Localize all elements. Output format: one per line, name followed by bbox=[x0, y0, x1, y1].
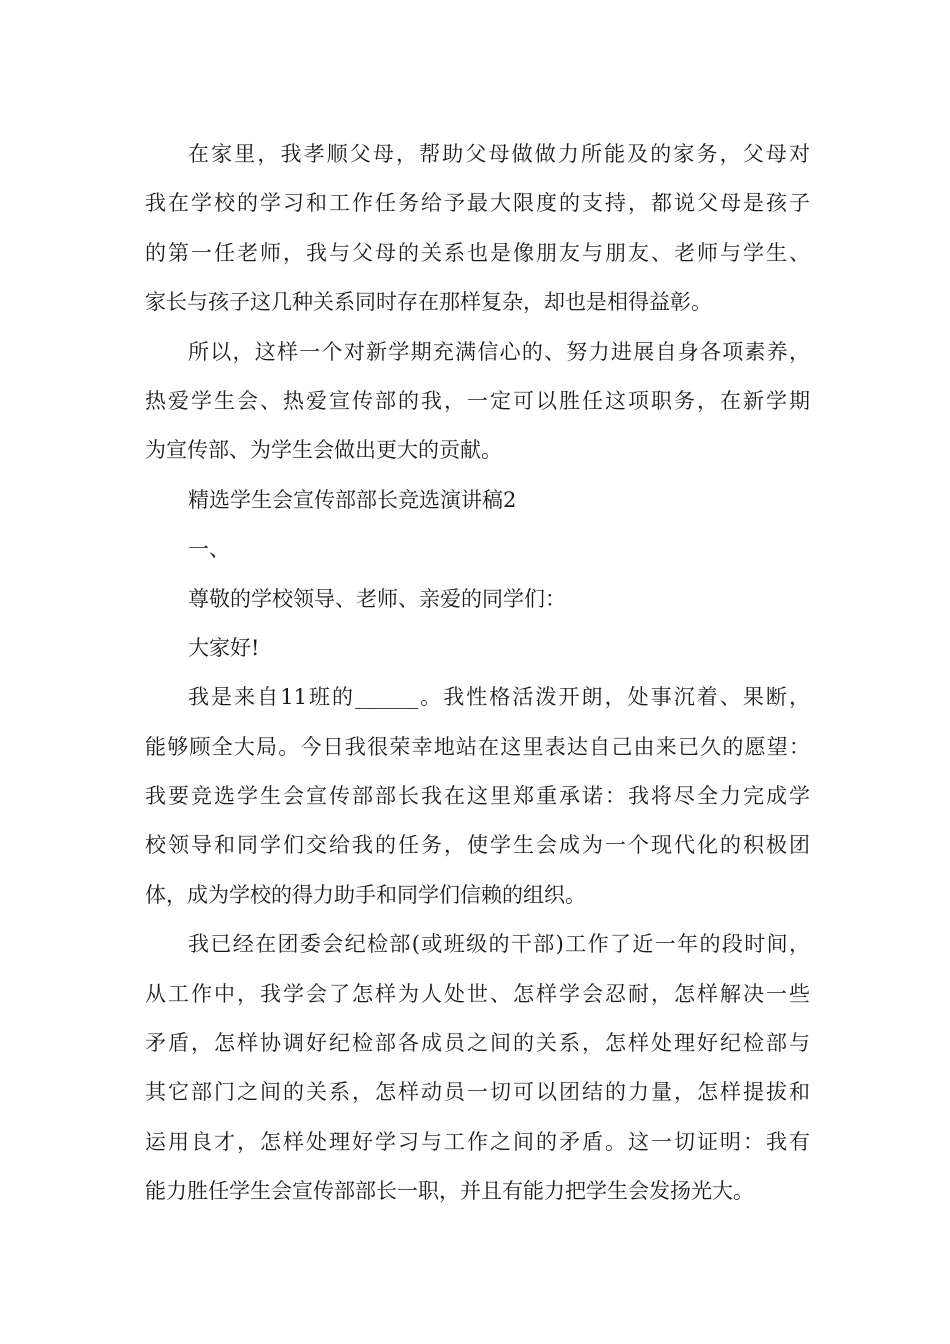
section-number: 一、 bbox=[188, 537, 230, 562]
paragraph-line: 热爱学生会、热爱宣传部的我，一定可以胜任这项职务，在新学期 bbox=[145, 388, 810, 413]
paragraph-line: 我要竞选学生会宣传部部长我在这里郑重承诺：我将尽全力完成学 bbox=[145, 784, 810, 809]
paragraph-line: 在家里，我孝顺父母，帮助父母做做力所能及的家务，父母对 bbox=[188, 142, 810, 166]
salutation: 尊敬的学校领导、老师、亲爱的同学们： bbox=[188, 586, 566, 611]
paragraph-line: 校领导和同学们交给我的任务，使学生会成为一个现代化的积极团 bbox=[145, 833, 810, 858]
paragraph-line: 运用良才，怎样处理好学习与工作之间的矛盾。这一切证明：我有 bbox=[145, 1129, 810, 1154]
paragraph-line: 我是来自11班的______。我性格活泼开朗，处事沉着、果断， bbox=[188, 685, 810, 710]
paragraph-line: 矛盾，怎样协调好纪检部各成员之间的关系，怎样处理好纪检部与 bbox=[145, 1031, 810, 1056]
paragraph-line: 体，成为学校的得力助手和同学们信赖的组织。 bbox=[145, 882, 586, 907]
paragraph-line: 能力胜任学生会宣传部部长一职，并且有能力把学生会发扬光大。 bbox=[145, 1179, 754, 1204]
paragraph-line: 家长与孩子这几种关系同时存在那样复杂，却也是相得益彰。 bbox=[145, 290, 712, 315]
section-heading: 精选学生会宣传部部长竞选演讲稿2 bbox=[188, 487, 517, 512]
greeting: 大家好! bbox=[188, 635, 260, 660]
document-body bbox=[145, 130, 810, 1217]
paragraph-line: 其它部门之间的关系，怎样动员一切可以团结的力量，怎样提拔和 bbox=[145, 1080, 810, 1105]
paragraph-line: 能够顾全大局。今日我很荣幸地站在这里表达自己由来已久的愿望： bbox=[145, 734, 810, 759]
paragraph-line: 为宣传部、为学生会做出更大的贡献。 bbox=[145, 438, 502, 463]
paragraph-line: 我在学校的学习和工作任务给予最大限度的支持，都说父母是孩子 bbox=[145, 191, 810, 216]
paragraph-line: 从工作中，我学会了怎样为人处世、怎样学会忍耐，怎样解决一些 bbox=[145, 981, 810, 1006]
paragraph-line: 所以，这样一个对新学期充满信心的、努力进展自身各项素养， bbox=[188, 339, 810, 364]
paragraph-line: 的第一任老师，我与父母的关系也是像朋友与朋友、老师与学生、 bbox=[145, 240, 810, 265]
paragraph-line: 我已经在团委会纪检部(或班级的干部)工作了近一年的段时间， bbox=[188, 932, 810, 957]
